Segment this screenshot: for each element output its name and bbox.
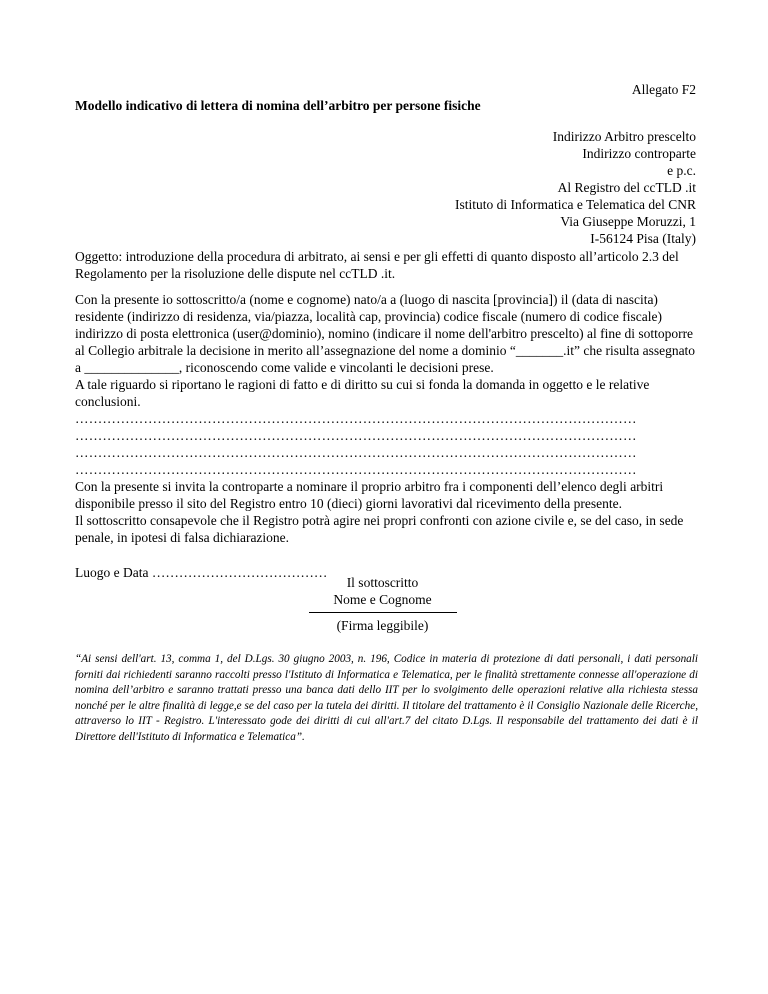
address-line: e p.c. bbox=[667, 163, 696, 178]
dotted-fill-line: …………………………………………………………………………………………………………… bbox=[75, 462, 637, 477]
privacy-notice: “Ai sensi dell'art. 13, comma 1, del D.Lgs. 30 giugno 2003, n. 196, Codice in materia di protezione di dati personali, i dati personali forniti dai richiedenti saranno raccolti presso l'Istituto di Informatica e Telematica, per le finalità strettamente connesse all'operazione di nomina dell’arbitro e saranno trattati presso una banca dati dello IIT per lo svolgimento delle operazioni relative alla richiesta stessa nonché per le altre finalità di legge,e se del caso per la tutela dei diritti. Il titolare del trattamento è il Consiglio Nazionale delle Ricerche, attraverso lo IIT - Registro. L'interessato gode dei diritti di cui all'art.7 del citato D.Lgs. Il responsabile del trattamento dei dati è il Direttore dell'Istituto di Informatica e Telematica”. bbox=[75, 653, 698, 743]
subject-line: Oggetto: introduzione della procedura di arbitrato, ai sensi e per gli effetti di quanto disposto all’articolo 2.3 del Regolamento per la risoluzione delle dispute nel ccTLD .it. bbox=[75, 249, 679, 281]
body-paragraph: A tale riguardo si riportano le ragioni di fatto e di diritto su cui si fonda la domanda in oggetto e le relative conclusioni. bbox=[75, 377, 650, 409]
body-paragraph: Con la presente io sottoscritto/a (nome e cognome) nato/a a (luogo di nascita [provincia]) il (data di nascita) residente (indirizzo di residenza, via/piazza, località cap, provincia) codice fiscale (numero di codice fiscale) indirizzo di posta elettronica (user@dominio), nomino (indicare il nome dell'arbitro prescelto) al fine di sottoporre al Collegio arbitrale la decisione in merito all’assegnazione del nome a dominio “_______.it” che risulta assegnato a ______________, riconoscendo come valide e vincolanti le decisioni prese. bbox=[75, 292, 696, 375]
signature-line-1: Il sottoscritto bbox=[346, 575, 419, 590]
document-heading: Modello indicativo di lettera di nomina dell’arbitro per persone fisiche bbox=[75, 98, 481, 113]
letter-body bbox=[75, 291, 700, 546]
address-line: Via Giuseppe Moruzzi, 1 bbox=[560, 214, 696, 229]
place-date-field: Luogo e Data ………………………………… bbox=[75, 565, 328, 580]
dotted-fill-line: …………………………………………………………………………………………………………… bbox=[75, 428, 637, 443]
signature-caption: (Firma leggibile) bbox=[336, 618, 429, 633]
address-line: Indirizzo controparte bbox=[582, 146, 696, 161]
dotted-fill-line: …………………………………………………………………………………………………………… bbox=[75, 445, 637, 460]
body-paragraph: Con la presente si invita la controparte a nominare il proprio arbitro fra i componenti dell’elenco degli arbitri disponibile presso il sito del Registro entro 10 (dieci) giorni lavorativi dal ricevimento della presente. bbox=[75, 479, 664, 511]
body-paragraph: Il sottoscritto consapevole che il Registro potrà agire nei propri confronti con azione civile e, se del caso, in sede penale, in ipotesi di falsa dichiarazione. bbox=[75, 513, 684, 545]
signature-rule bbox=[309, 612, 457, 613]
attachment-label: Allegato F2 bbox=[631, 82, 696, 97]
recipient-address-block bbox=[196, 128, 696, 247]
address-line: Istituto di Informatica e Telematica del CNR bbox=[455, 197, 696, 212]
signature-line-2: Nome e Cognome bbox=[333, 592, 432, 607]
address-line: Al Registro del ccTLD .it bbox=[557, 180, 696, 195]
signature-block bbox=[300, 574, 465, 634]
address-line: I-56124 Pisa (Italy) bbox=[590, 231, 696, 246]
dotted-fill-line: …………………………………………………………………………………………………………… bbox=[75, 411, 637, 426]
address-line: Indirizzo Arbitro prescelto bbox=[552, 129, 696, 144]
